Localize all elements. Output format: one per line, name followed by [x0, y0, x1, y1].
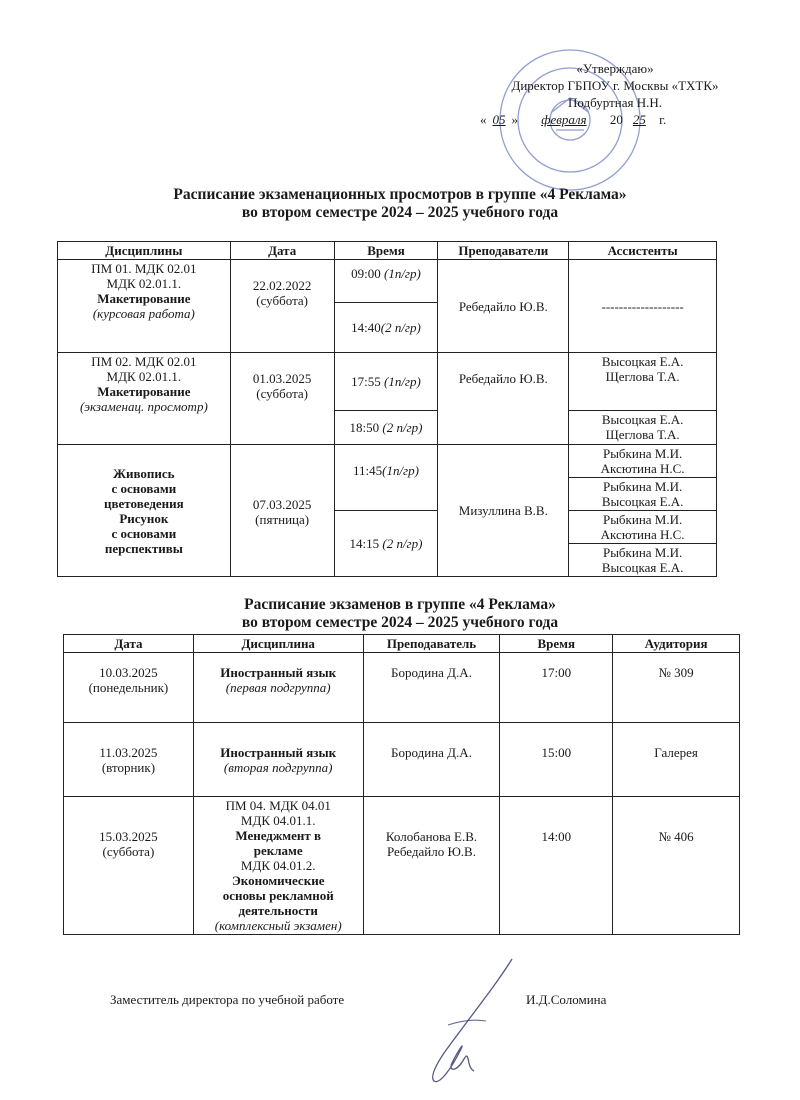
- teacher-cell: Бородина Д.А.: [363, 723, 500, 797]
- footer-name: И.Д.Соломина: [526, 992, 607, 1007]
- discipline-cell: Иностранный язык (вторая подгруппа): [193, 723, 363, 797]
- approval-position: Директор ГБПОУ г. Москвы «ТХТК»: [511, 78, 719, 93]
- date-cell: 01.03.2025 (суббота): [230, 353, 334, 445]
- teacher-cell: Мизуллина В.В.: [438, 445, 569, 577]
- date-cell: 11.03.2025 (вторник): [64, 723, 194, 797]
- header-teachers: Преподаватели: [438, 242, 569, 260]
- assistants-cell: Рыбкина М.И. Высоцкая Е.А.: [569, 478, 717, 511]
- approval-name: Подбуртная Н.Н.: [568, 95, 662, 110]
- assistants-cell: Высоцкая Е.А. Щеглова Т.А.: [569, 411, 717, 445]
- date-cell: 15.03.2025 (суббота): [64, 797, 194, 935]
- header-room: Аудитория: [613, 635, 740, 653]
- exams-table: [63, 634, 740, 935]
- header-date: Дата: [64, 635, 194, 653]
- discipline-cell: Иностранный язык (первая подгруппа): [193, 653, 363, 723]
- assistants-cell: Высоцкая Е.А. Щеглова Т.А.: [569, 353, 717, 411]
- room-cell: № 406: [613, 797, 740, 935]
- room-cell: № 309: [613, 653, 740, 723]
- signature-image: [400, 955, 540, 1090]
- assistants-cell: Рыбкина М.И. Аксютина Н.С.: [569, 445, 717, 478]
- approval-month: февраля: [541, 112, 587, 127]
- header-disciplines: Дисциплины: [58, 242, 231, 260]
- table-row: [58, 445, 717, 478]
- time-cell: 17:00: [500, 653, 613, 723]
- assistants-cell: Рыбкина М.И. Высоцкая Е.А.: [569, 544, 717, 577]
- table-row: [58, 260, 717, 303]
- table-row: [64, 723, 740, 797]
- table-row: [64, 653, 740, 723]
- header-date: Дата: [230, 242, 334, 260]
- table-header-row: [58, 242, 717, 260]
- date-cell: 07.03.2025 (пятница): [230, 445, 334, 577]
- header-teacher: Преподаватель: [363, 635, 500, 653]
- exams-title: Расписание экзаменов в группе «4 Реклама» во втором семестре 2024 – 2025 учебного года: [241, 596, 559, 631]
- room-cell: Галерея: [613, 723, 740, 797]
- header-assistants: Ассистенты: [569, 242, 717, 260]
- table-row: [64, 797, 740, 935]
- discipline-cell: ПМ 04. МДК 04.01 МДК 04.01.1. Менеджмент в рекламе МДК 04.01.2. Экономические основы рекламной деятельности (комплексный экзамен): [193, 797, 363, 935]
- discipline-cell: Живопись с основами цветоведения Рисунок с основами перспективы: [58, 445, 231, 577]
- header-time: Время: [334, 242, 438, 260]
- header-time: Время: [500, 635, 613, 653]
- discipline-cell: ПМ 02. МДК 02.01 МДК 02.01.1. Макетирование (экзаменац. просмотр): [58, 353, 231, 445]
- time-cell: 18:50 (2 п/гр): [334, 411, 438, 445]
- time-cell: 14:00: [500, 797, 613, 935]
- footer-position: Заместитель директора по учебной работе: [110, 992, 345, 1007]
- assistants-cell: Рыбкина М.И. Аксютина Н.С.: [569, 511, 717, 544]
- approval-title: «Утверждаю»: [576, 61, 654, 76]
- assistants-cell: -------------------: [569, 260, 717, 353]
- time-cell: 09:00 (1п/гр): [334, 260, 438, 303]
- date-cell: 10.03.2025 (понедельник): [64, 653, 194, 723]
- teacher-cell: Колобанова Е.В. Ребедайло Ю.В.: [363, 797, 500, 935]
- table-row: [58, 353, 717, 411]
- time-cell: 11:45(1п/гр): [334, 445, 438, 511]
- approval-year: 25: [632, 112, 646, 127]
- discipline-cell: ПМ 01. МДК 02.01 МДК 02.01.1. Макетирование (курсовая работа): [58, 260, 231, 353]
- teacher-cell: Ребедайло Ю.В.: [438, 260, 569, 353]
- header-discipline: Дисциплина: [193, 635, 363, 653]
- approval-block: [470, 60, 760, 128]
- approval-date: « 05 » февраля 20 25 г.: [480, 112, 667, 127]
- views-title: Расписание экзаменационных просмотров в группе «4 Реклама» во втором семестре 2024 – 2025 учебного года: [173, 186, 627, 221]
- date-cell: 22.02.2022 (суббота): [230, 260, 334, 353]
- time-cell: 14:40(2 п/гр): [334, 303, 438, 353]
- exam-views-table: [57, 241, 717, 577]
- table-header-row: [64, 635, 740, 653]
- time-cell: 17:55 (1п/гр): [334, 353, 438, 411]
- time-cell: 14:15 (2 п/гр): [334, 511, 438, 577]
- teacher-cell: Ребедайло Ю.В.: [438, 353, 569, 445]
- approval-day: 05: [492, 112, 506, 127]
- teacher-cell: Бородина Д.А.: [363, 653, 500, 723]
- time-cell: 15:00: [500, 723, 613, 797]
